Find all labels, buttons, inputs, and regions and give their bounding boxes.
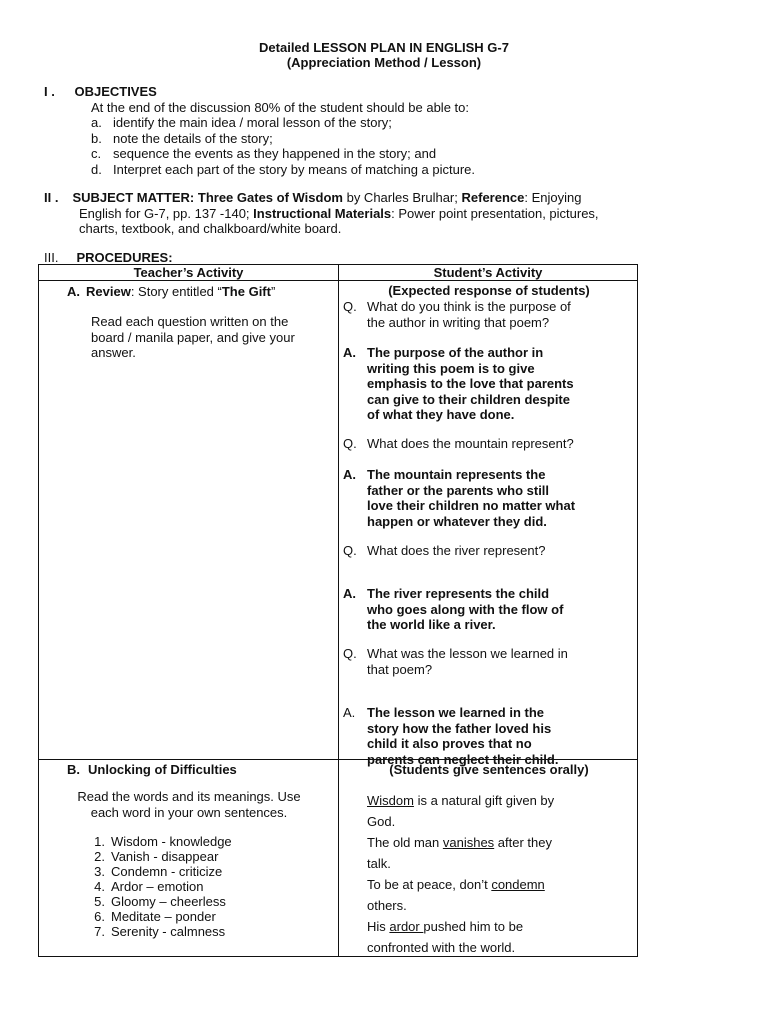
procedures-num: III. [44,250,59,265]
question-item: Q. What do you think is the purpose of the author in writing that poem? [343,299,571,330]
sentence-item: Wisdom is a natural gift given by God. [367,793,555,829]
subject-num: II . [44,190,59,205]
unlocking-teacher-cell [39,760,339,957]
sentence-item: His ardor pushed him to be confronted with the world. [367,919,524,955]
unlocking-row [39,760,638,957]
objectives-intro: At the end of the discussion 80% of the student should be able to: [91,100,469,115]
subject-matter-line3: charts, textbook, and chalkboard/white board. [79,221,342,236]
review-student-cell [339,281,638,767]
review-title: A. Review: Story entitled “The Gift” [67,284,276,299]
answer-item: A. The mountain represents the father or the parents who still love their children no matter what happen or whatever they did. [343,467,576,529]
vocab-item: 7. Serenity - calmness [94,924,226,939]
table-header-row [39,265,638,281]
student-activity-header: Student’s Activity [339,265,638,281]
subject-matter-line1 [44,190,581,205]
expected-response-heading: (Expected response of students) [388,283,590,298]
objective-item: b. note the details of the story; [91,130,273,146]
materials-text: : Power point presentation, pictures, [391,206,599,221]
objective-item: a. identify the main idea / moral lesson of the story; [91,115,392,130]
procedures-table [38,264,638,957]
review-teacher-cell [39,281,339,760]
objectives-title: OBJECTIVES [74,84,157,99]
vocab-item: 1. Wisdom - knowledge [94,834,232,849]
objective-item: d. Interpret each part of the story by means of matching a picture. [91,161,476,177]
reference-label: Reference [461,190,525,205]
review-instructions: Read each question written on the board / manila paper, and give your answer. [91,314,295,360]
question-item: Q. What does the mountain represent? [343,436,574,451]
objective-item: c. sequence the events as they happened in the story; and [91,146,437,161]
reference-text: : Enjoying [524,190,582,205]
vocab-item: 6. Meditate – ponder [94,909,216,924]
teacher-activity-header: Teacher’s Activity [39,265,339,281]
sentence-item: The old man vanishes after they talk. [367,835,552,871]
question-item: Q. What does the river represent? [343,543,546,558]
vocab-item: 4. Ardor – emotion [94,879,204,894]
answer-item: A. The lesson we learned in the story how the father loved his child it also proves that no parents can neglect their child. [343,705,559,767]
subject-heading: SUBJECT MATTER: [72,190,195,205]
vocab-item: 3. Condemn - criticize [94,864,223,879]
vocab-item: 5. Gloomy – cheerless [94,894,226,909]
unlocking-student-cell [339,760,638,957]
subject-author: by Charles Brulhar; [346,190,458,205]
answer-item: A. The river represents the child who goes along with the flow of the world like a river. [343,586,564,632]
unlocking-instructions: Read the words and its meanings. Use each word in your own sentences. [77,789,301,820]
procedures-heading [44,250,173,265]
vocabulary-list [87,834,232,939]
objectives-heading [44,84,157,99]
answer-item: A. The purpose of the author in writing this poem is to give emphasis to the love that parents can give to their children despite of what they have done. [343,345,574,422]
vocab-item: 2. Vanish - disappear [94,849,219,864]
review-row [39,281,638,760]
objectives-list [91,115,475,177]
objectives-num: I . [44,84,55,99]
students-sentences-heading: (Students give sentences orally) [389,762,589,777]
question-item: Q. What was the lesson we learned in that poem? [343,646,568,677]
document-subtitle: (Appreciation Method / Lesson) [286,55,482,70]
sentence-item: To be at peace, don’t condemn others. [367,877,545,913]
unlocking-title: B. Unlocking of Difficulties [67,762,237,777]
materials-label: Instructional Materials [253,206,392,221]
document-title: Detailed LESSON PLAN IN ENGLISH G-7 [259,40,509,55]
subject-title: Three Gates of Wisdom [197,190,343,205]
procedures-title: PROCEDURES: [76,250,173,265]
subject-matter-line2: English for G-7, pp. 137 -140; Instructional Materials: Power point presentation, pictures, [79,206,599,221]
